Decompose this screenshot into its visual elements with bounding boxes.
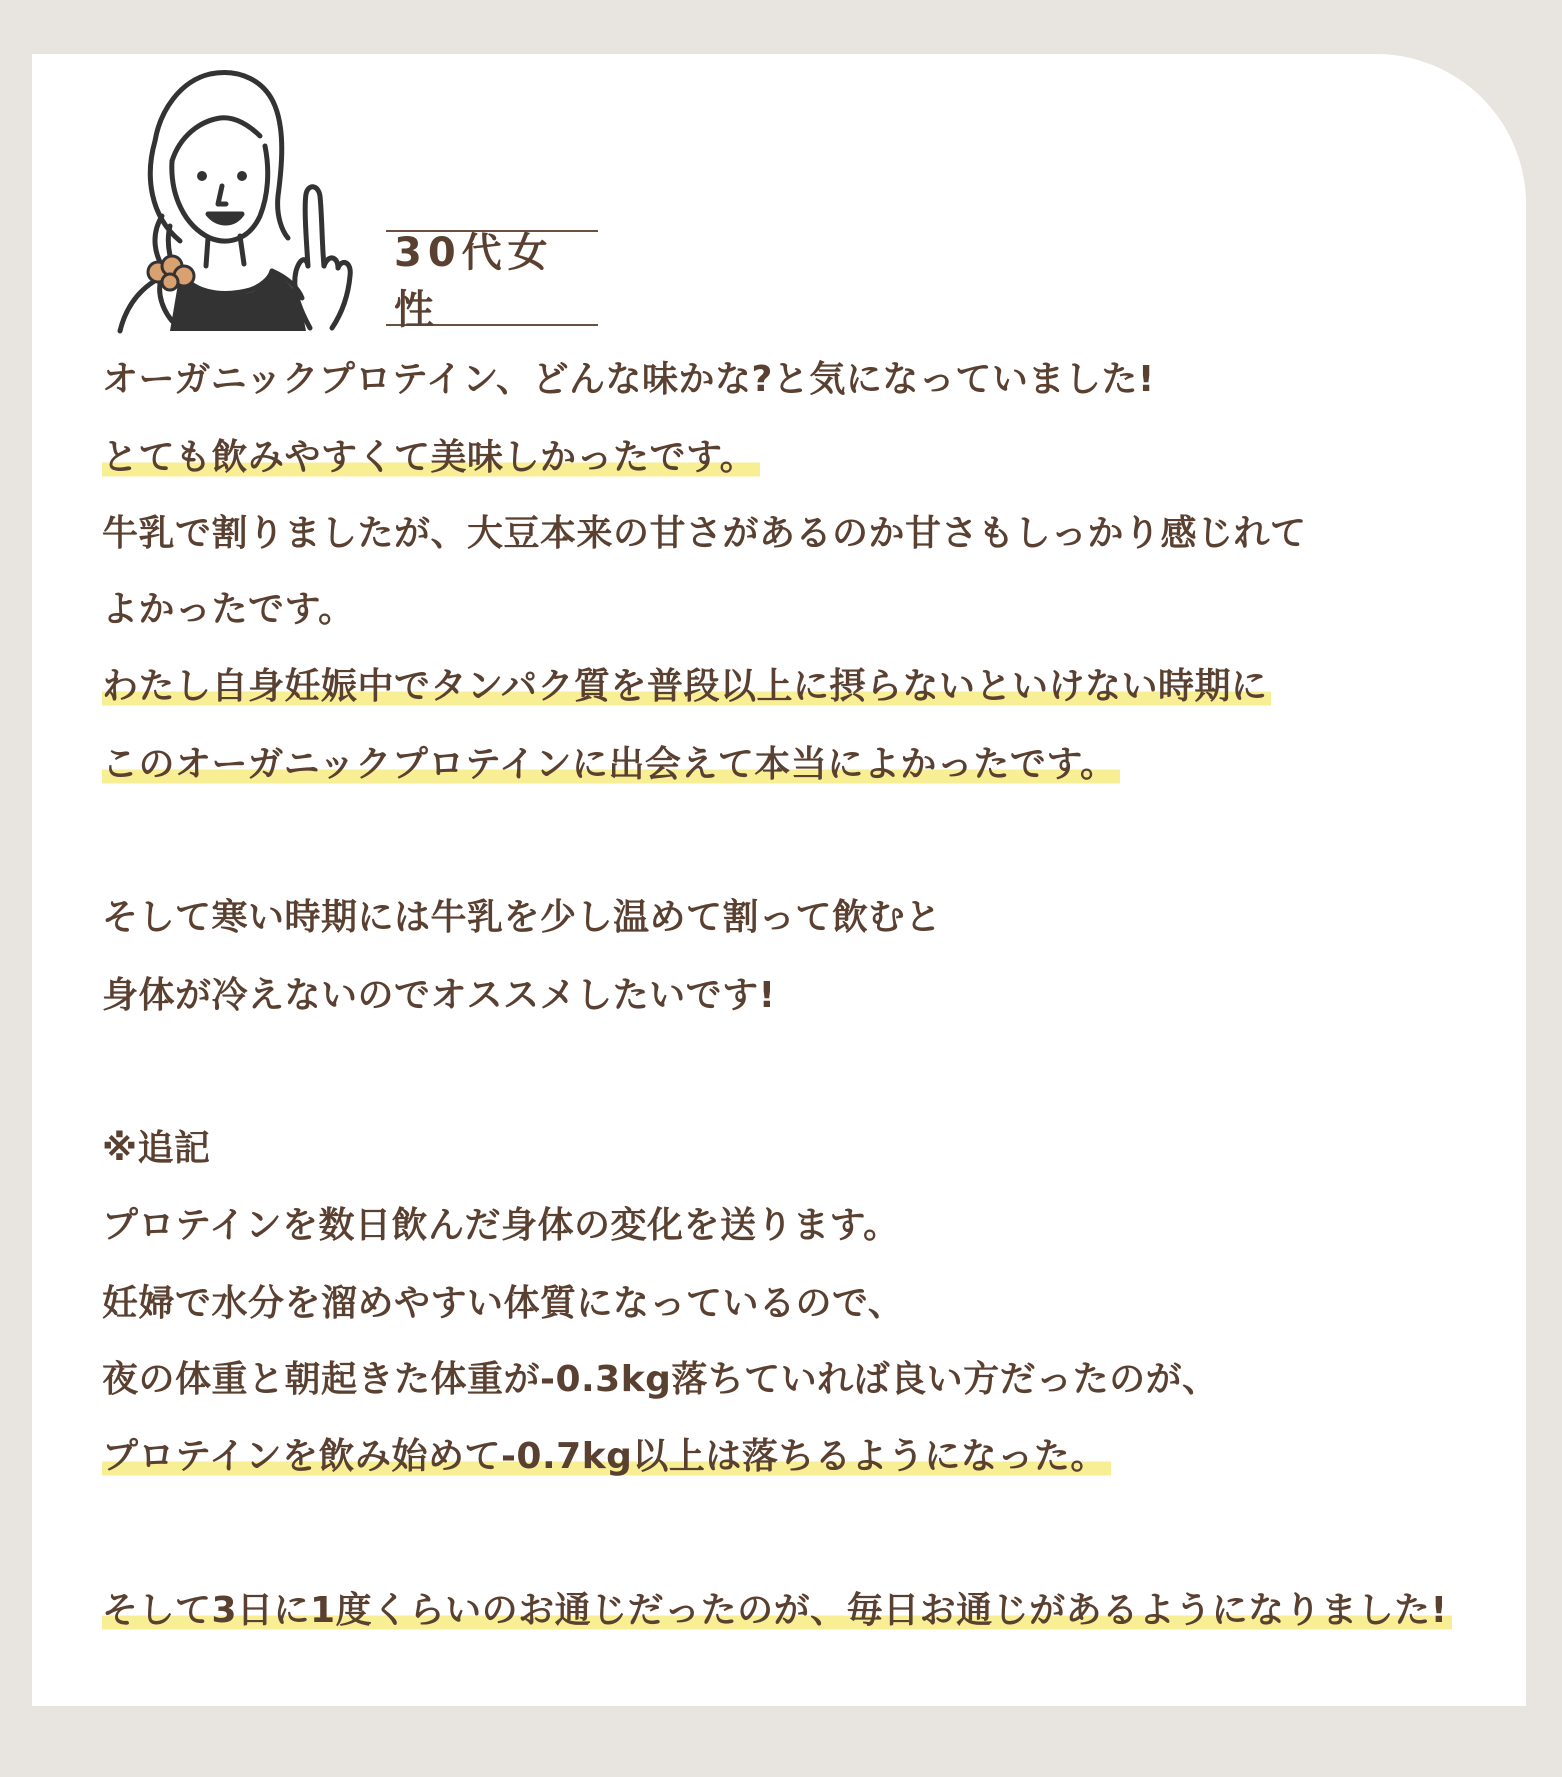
- review-line: [102, 888, 942, 948]
- review-line: [102, 1196, 900, 1256]
- review-line-text: そして3日に1度くらいのお通じだったのが、毎日お通じがあるようになりました!: [102, 1590, 1452, 1631]
- review-line: [102, 580, 355, 640]
- review-line-highlighted: [102, 1581, 1452, 1641]
- avatar: [110, 66, 370, 338]
- review-line: [102, 350, 1155, 410]
- review-line-text: わたし自身妊娠中でタンパク質を普段以上に摂らないといけない時期に: [102, 666, 1271, 707]
- review-line-highlighted: [102, 657, 1271, 717]
- review-line-text: 夜の体重と朝起きた体重が-0.3kg落ちていれば良い方だったのが、: [102, 1359, 1219, 1400]
- reviewer-label: 30代女性: [386, 230, 598, 326]
- review-line: [102, 504, 1307, 564]
- review-line-text: プロテインを飲み始めて-0.7kg以上は落ちるようになった。: [102, 1436, 1111, 1477]
- review-line-highlighted: [102, 735, 1120, 795]
- review-line-highlighted: [102, 1427, 1111, 1487]
- review-line-text: とても飲みやすくて美味しかったです。: [102, 437, 760, 478]
- review-line: [102, 1350, 1219, 1410]
- review-line-text: 妊婦で水分を溜めやすい体質になっているので、: [102, 1283, 905, 1324]
- review-line-text: ※追記: [102, 1128, 211, 1169]
- review-line-highlighted: [102, 428, 760, 488]
- review-line-text: オーガニックプロテイン、どんな味かな?と気になっていました!: [102, 359, 1155, 400]
- review-line-text: 牛乳で割りましたが、大豆本来の甘さがあるのか甘さもしっかり感じれて: [102, 513, 1307, 554]
- review-line: [102, 1274, 904, 1334]
- review-line-text: よかったです。: [102, 589, 355, 630]
- review-line: [102, 1119, 211, 1179]
- review-line-text: そして寒い時期には牛乳を少し温めて割って飲むと: [102, 897, 942, 938]
- review-line-text: プロテインを数日飲んだ身体の変化を送ります。: [102, 1205, 900, 1246]
- review-line-text: このオーガニックプロテインに出会えて本当によかったです。: [102, 744, 1120, 785]
- review-line-text: 身体が冷えないのでオススメしたいです!: [102, 975, 776, 1016]
- review-line: [102, 966, 776, 1026]
